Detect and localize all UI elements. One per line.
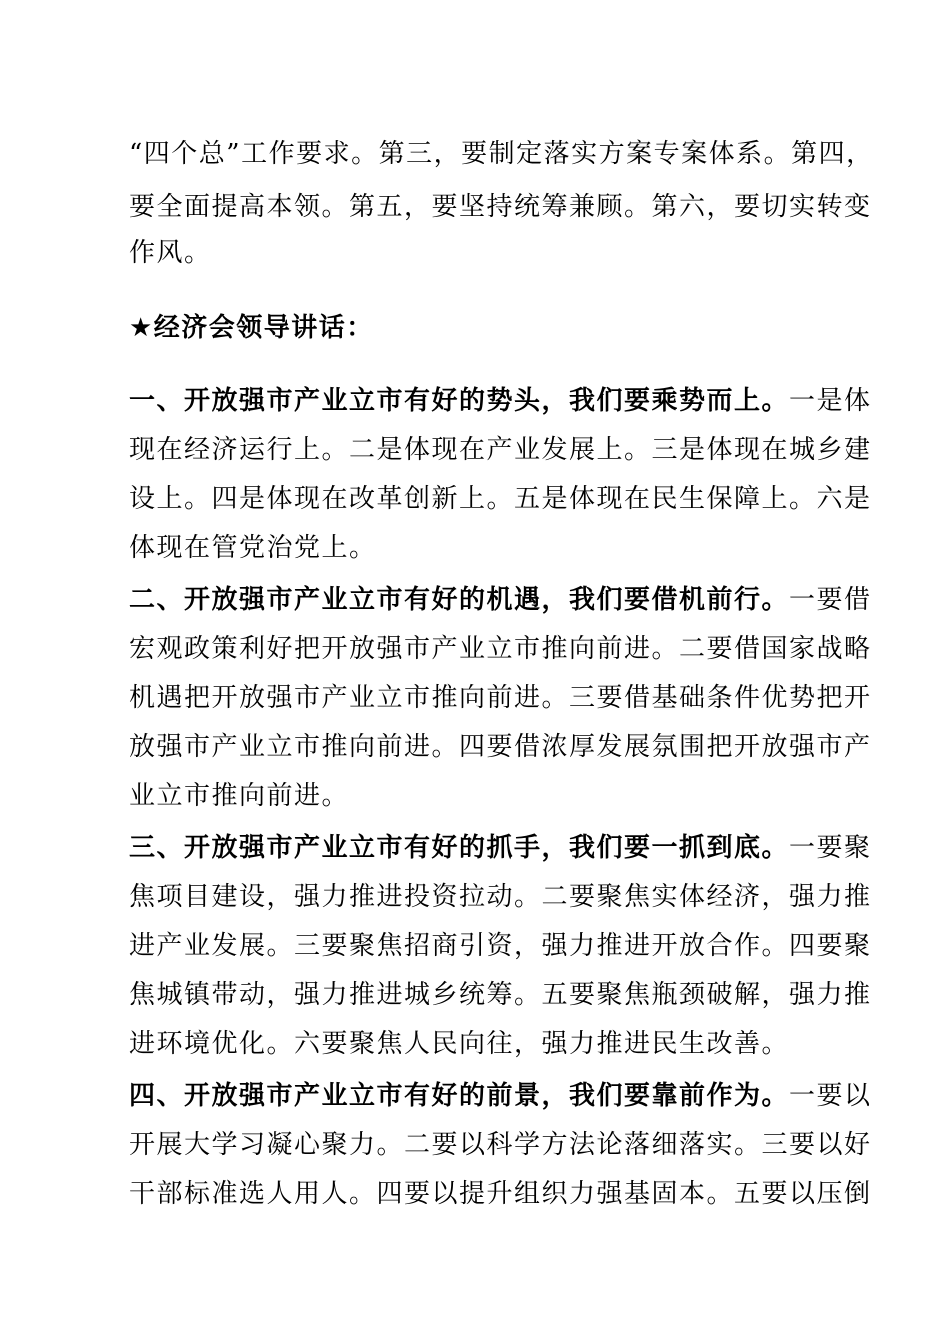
section-1-title: 一、开放强市产业立市有好的势头，我们要乘势而上。 — [129, 386, 790, 416]
section-1-first-line-rest: 一是体 — [789, 386, 872, 416]
section-2-first-line-rest: 一要借 — [789, 585, 872, 615]
section-2-line-3: 机遇把开放强市产业立市推向前进。三要借基础条件优势把开 — [129, 683, 872, 713]
section-2-first-line — [129, 583, 872, 617]
section-2-title: 二、开放强市产业立市有好的机遇，我们要借机前行。 — [129, 585, 790, 615]
section-3-line-3: 进产业发展。三要聚焦招商引资，强力推进开放合作。四要聚 — [129, 931, 872, 961]
section-3-first-line — [129, 831, 872, 865]
section-2-line-4: 放强市产业立市推向前进。四要借浓厚发展氛围把开放强市产 — [129, 732, 872, 762]
section-4-first-line — [129, 1079, 872, 1113]
section-3-line-4: 焦城镇带动，强力推进城乡统筹。五要聚焦瓶颈破解，强力推 — [129, 980, 872, 1010]
section-4-line-2: 开展大学习凝心聚力。二要以科学方法论落细落实。三要以好 — [129, 1130, 872, 1160]
section-2-line-5: 业立市推向前进。 — [129, 781, 350, 811]
section-4-line-3: 干部标准选人用人。四要以提升组织力强基固本。五要以压倒 — [129, 1179, 872, 1209]
section-3-line-2: 焦项目建设，强力推进投资拉动。二要聚焦实体经济，强力推 — [129, 882, 872, 912]
section-1-first-line — [129, 384, 872, 418]
section-1-line-2: 现在经济运行上。二是体现在产业发展上。三是体现在城乡建 — [129, 435, 872, 465]
section-3-title: 三、开放强市产业立市有好的抓手，我们要一抓到底。 — [129, 833, 790, 863]
intro-line-1: “四个总”工作要求。第三，要制定落实方案专案体系。第四， — [129, 139, 874, 169]
section-1-line-3: 设上。四是体现在改革创新上。五是体现在民生保障上。六是 — [129, 484, 872, 514]
section-1-line-4: 体现在管党治党上。 — [129, 533, 377, 563]
intro-line-3: 作风。 — [129, 238, 212, 268]
section-4-title: 四、开放强市产业立市有好的前景，我们要靠前作为。 — [129, 1081, 790, 1111]
section-3-first-line-rest: 一要聚 — [789, 833, 872, 863]
intro-line-2: 要全面提高本领。第五，要坚持统筹兼顾。第六，要切实转变 — [129, 192, 872, 222]
section-2-line-2: 宏观政策利好把开放强市产业立市推向前进。二要借国家战略 — [129, 634, 872, 664]
section-heading: ★经济会领导讲话： — [129, 313, 374, 343]
section-3-line-5: 进环境优化。六要聚焦人民向往，强力推进民生改善。 — [129, 1029, 790, 1059]
section-4-first-line-rest: 一要以 — [789, 1081, 872, 1111]
